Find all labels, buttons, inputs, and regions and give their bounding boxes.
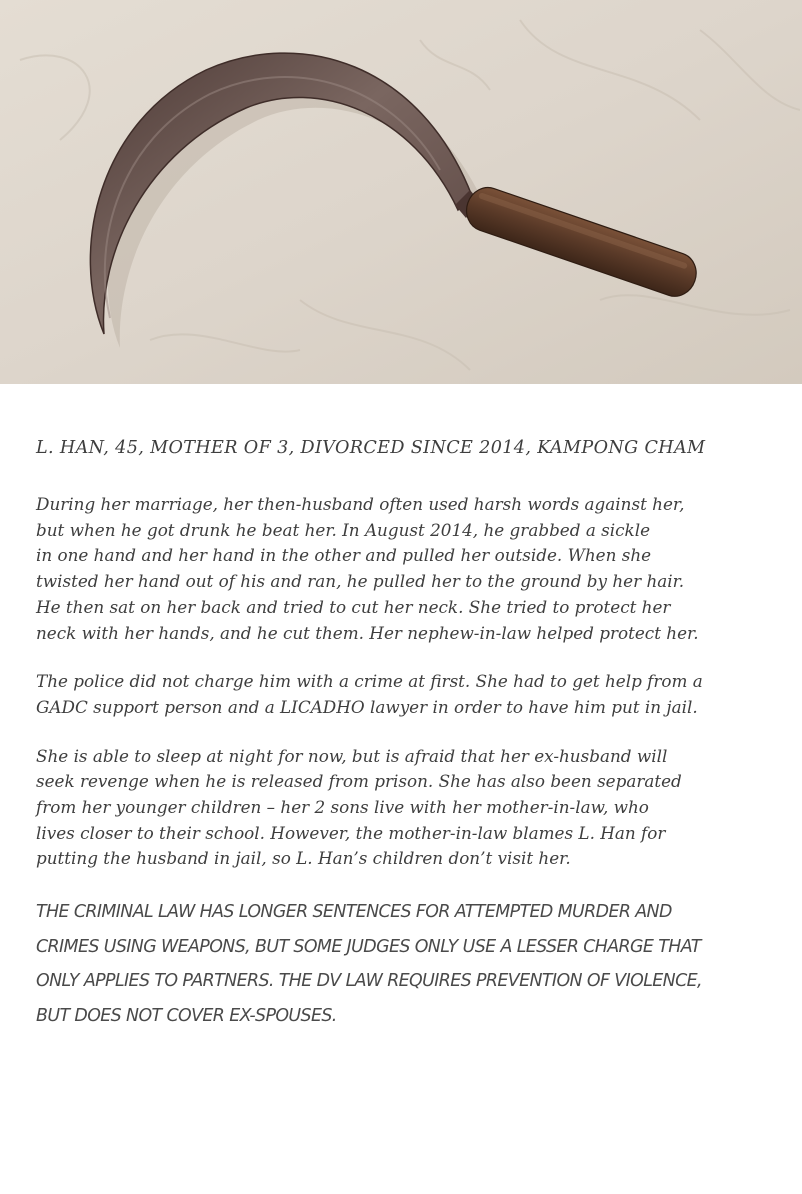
paragraph-line: He then sat on her back and tried to cut her neck. She tried to protect her: [36, 596, 671, 617]
paragraph-line: twisted her hand out of his and ran, he pulled her to the ground by her hair.: [36, 571, 685, 592]
callout-line: BUT DOES NOT COVER EX-SPOUSES.: [36, 1005, 337, 1026]
callout-line: CRIMES USING WEAPONS, BUT SOME JUDGES ONLY USE A LESSER CHARGE THAT: [36, 936, 701, 957]
paragraph-line: from her younger children – her 2 sons live with her mother-in-law, who: [36, 797, 649, 818]
paragraph-line: seek revenge when he is released from prison. She has also been separated: [36, 771, 682, 792]
legal-callout: [36, 895, 776, 1033]
paragraph-line: She is able to sleep at night for now, but is afraid that her ex-husband will: [36, 745, 668, 766]
paragraph-police: [36, 669, 776, 720]
paragraph-line: neck with her hands, and he cut them. Her nephew-in-law helped protect her.: [36, 622, 699, 643]
profile-heading: L. HAN, 45, MOTHER OF 3, DIVORCED SINCE 2014, KAMPONG CHAM: [36, 438, 706, 458]
sickle-photo: [0, 0, 802, 384]
callout-line: THE CRIMINAL LAW HAS LONGER SENTENCES FOR ATTEMPTED MURDER AND: [36, 902, 672, 923]
paragraph-incident: [36, 492, 776, 646]
sickle-illustration: [0, 0, 802, 384]
paragraph-line: The police did not charge him with a crime at first. She had to get help from a: [36, 671, 703, 692]
paragraph-line: During her marriage, her then-husband often used harsh words against her,: [36, 494, 685, 514]
paragraph-line: but when he got drunk he beat her. In August 2014, he grabbed a sickle: [36, 519, 650, 540]
profile-text: [36, 434, 776, 1033]
paragraph-line: putting the husband in jail, so L. Han’s children don’t visit her.: [36, 848, 571, 869]
paragraph-aftermath: [36, 744, 776, 873]
callout-line: ONLY APPLIES TO PARTNERS. THE DV LAW REQUIRES PREVENTION OF VIOLENCE,: [36, 971, 702, 992]
paragraph-line: GADC support person and a LICADHO lawyer in order to have him put in jail.: [36, 696, 698, 717]
paragraph-line: lives closer to their school. However, the mother-in-law blames L. Han for: [36, 822, 666, 843]
paragraph-line: in one hand and her hand in the other and pulled her outside. When she: [36, 545, 652, 566]
